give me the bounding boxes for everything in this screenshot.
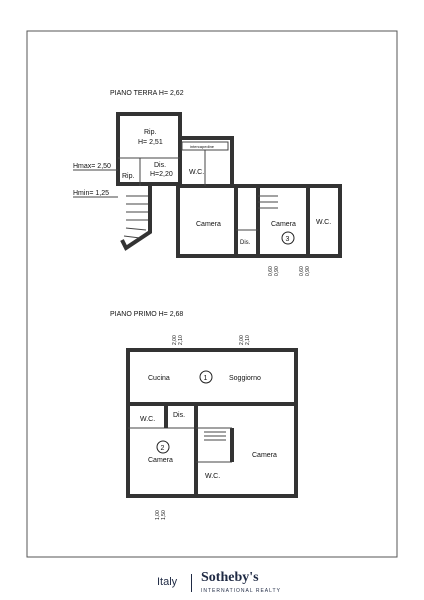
ff-dim-2: 2,10	[178, 335, 184, 345]
gf-dim-4: 0,90	[305, 266, 311, 276]
room-storage-small: Rip.	[122, 173, 135, 180]
gf-dim-2: 0,90	[274, 266, 280, 276]
brand-country: Italy	[157, 576, 178, 588]
room-hall: Dis.	[154, 162, 167, 169]
ff-dim-4: 2,10	[245, 335, 251, 345]
brand-separator	[191, 574, 192, 592]
first-floor-title: PIANO PRIMO H= 2,68	[110, 311, 184, 318]
ground-floor-title: PIANO TERRA H= 2,62	[110, 90, 184, 97]
brand-name: Sotheby's	[201, 570, 259, 585]
room-badge-3: 3	[285, 236, 290, 243]
gf-dim-3: 0,60	[299, 266, 305, 276]
room-hall-height: H=2,20	[150, 171, 173, 178]
ff-dim-5: 1,00	[155, 510, 161, 520]
room-intercapedine: intercapedine	[190, 144, 215, 149]
hmax-label: Hmax= 2,50	[73, 163, 111, 170]
room-hall-ff: Dis.	[173, 412, 186, 419]
room-hall2: Dis.	[240, 240, 251, 246]
gf-dim-1: 0,60	[268, 266, 274, 276]
brand-footer	[0, 566, 424, 596]
ff-dim-1: 2,00	[172, 335, 178, 345]
hmin-label: Hmin= 1,25	[73, 190, 109, 197]
ff-dim-3: 2,00	[239, 335, 245, 345]
room-bedroom1-ff: Camera	[148, 457, 173, 464]
room-bedroom2-ff: Camera	[252, 452, 277, 459]
room-storage-top: Rip.	[144, 129, 157, 136]
room-living: Soggiorno	[229, 375, 261, 382]
room-wc1-ff: W.C.	[140, 416, 156, 423]
room-storage-top-height: H= 2,51	[138, 139, 163, 146]
room-bedroom1: Camera	[196, 221, 221, 228]
room-badge-1: 1	[203, 375, 208, 382]
room-wc1: W.C.	[189, 169, 205, 176]
brand-subtitle: INTERNATIONAL REALTY	[201, 588, 281, 594]
room-wc2: W.C.	[316, 219, 332, 226]
first-floor-labels	[140, 371, 277, 480]
room-bedroom2: Camera	[271, 221, 296, 228]
ff-dim-6: 1,50	[161, 510, 167, 520]
room-kitchen: Cucina	[148, 375, 170, 382]
room-wc2-ff: W.C.	[205, 473, 221, 480]
room-badge-2: 2	[160, 445, 165, 452]
ground-floor-window-dims	[268, 266, 311, 276]
